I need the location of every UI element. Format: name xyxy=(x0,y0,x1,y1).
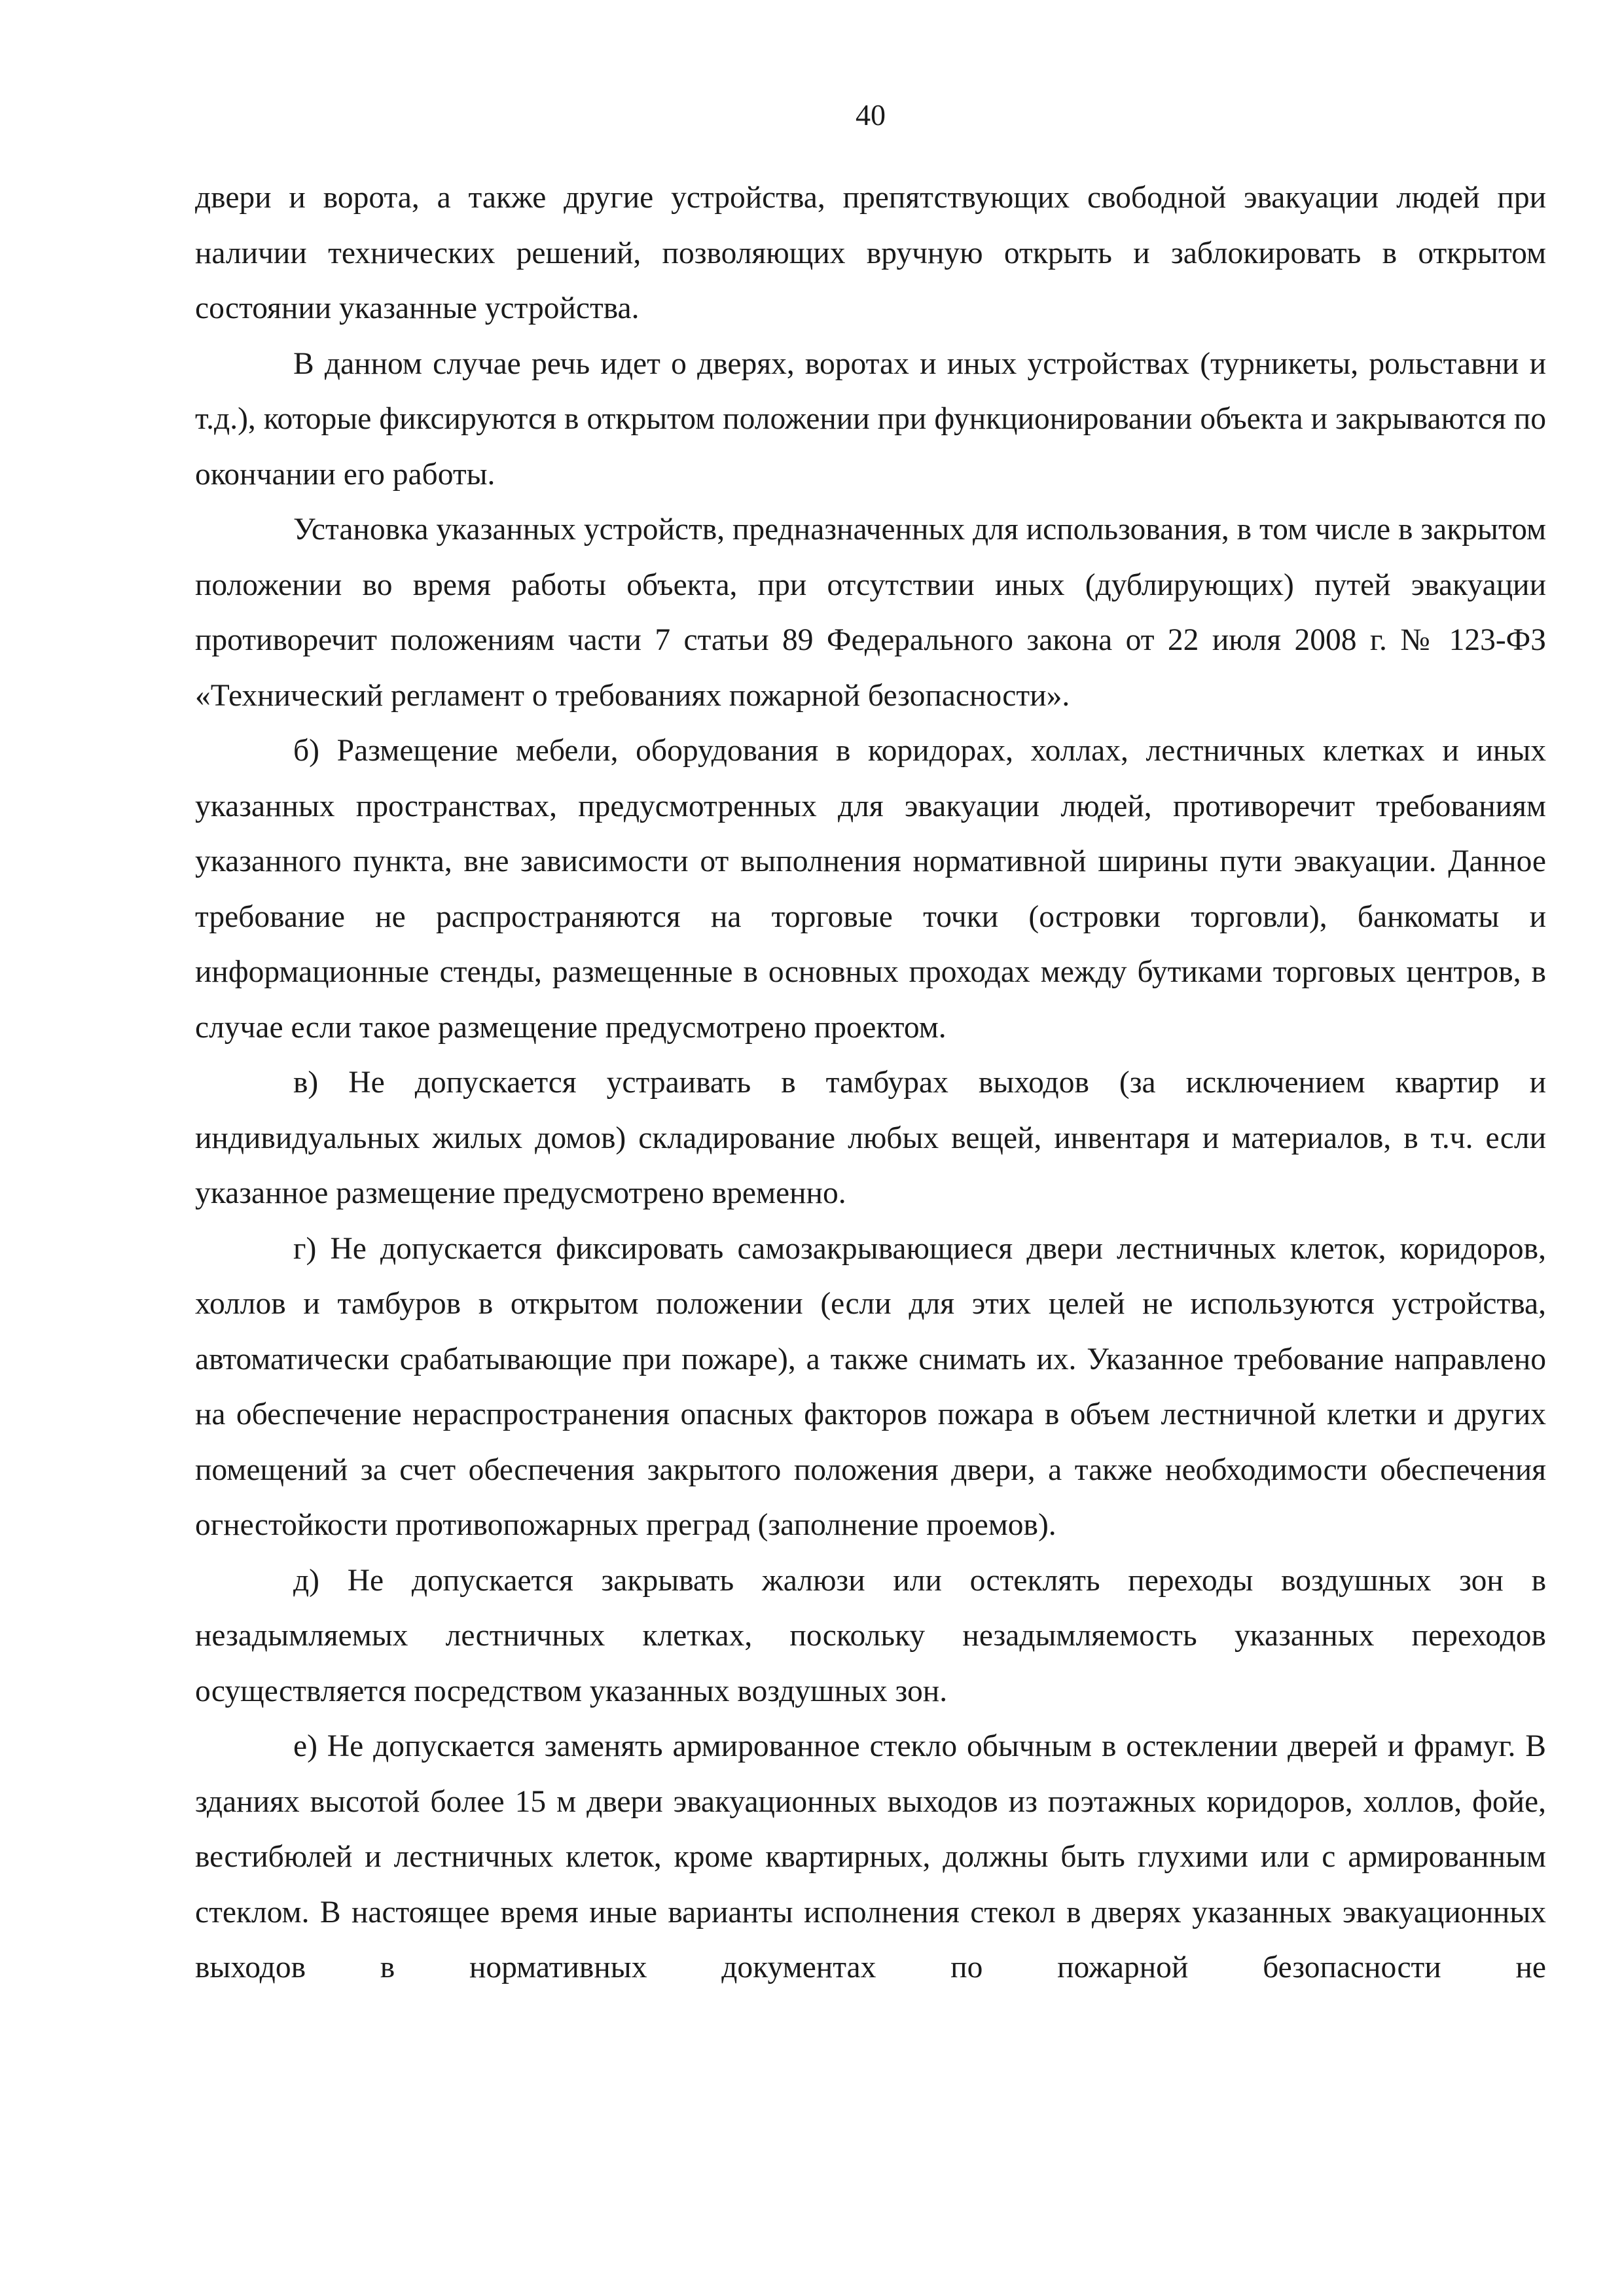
paragraph-item-e: е) Не допускается заменять армированное стекло обычным в остеклении дверей и фрамуг. В зданиях высотой более 15 м двери эвакуационных выходов из поэтажных коридоров, холлов, фойе, вестибюлей и лестничных клеток, кроме квартирных, должны быть глухими или с армированным стеклом. В настоящее время иные варианты исполнения стекол в дверях указанных эвакуационных выходов в нормативных документах по пожарной безопасности не xyxy=(195,1729,1546,1984)
paragraph-installation: Установка указанных устройств, предназначенных для использования, в том числе в закрытом положении во время работы объекта, при отсутствии иных (дублирующих) путей эвакуации противоречит положениям части 7 статьи 89 Федерального закона от 22 июля 2008 г. № 123-ФЗ «Технический регламент о требованиях пожарной безопасности». xyxy=(195,512,1546,713)
paragraph-item-d: д) Не допускается закрывать жалюзи или остеклять переходы воздушных зон в незадымляемых лестничных клетках, поскольку незадымляемость указанных переходов осуществляется посредством указанных воздушных зон. xyxy=(195,1563,1546,1708)
document-body xyxy=(195,170,1546,1996)
page-number: 40 xyxy=(856,98,886,132)
paragraph-item-g: г) Не допускается фиксировать самозакрывающиеся двери лестничных клеток, коридоров, холлов и тамбуров в открытом положении (если для этих целей не используются устройства, автоматически срабатывающие при пожаре), а также снимать их. Указанное требование направлено на обеспечение нераспространения опасных факторов пожара в объем лестничной клетки и других помещений за счет обеспечения закрытого положения двери, а также необходимости обеспечения огнестойкости противопожарных преград (заполнение проемов). xyxy=(195,1231,1546,1542)
paragraph-item-b: б) Размещение мебели, оборудования в коридорах, холлах, лестничных клетках и иных указанных пространствах, предусмотренных для эвакуации людей, противоречит требованиям указанного пункта, вне зависимости от выполнения нормативной ширины пути эвакуации. Данное требование не распространяются на торговые точки (островки торговли), банкоматы и информационные стенды, размещенные в основных проходах между бутиками торговых центров, в случае если такое размещение предусмотрено проектом. xyxy=(195,734,1546,1045)
paragraph-item-v: в) Не допускается устраивать в тамбурах выходов (за исключением квартир и индивидуальных жилых домов) складирование любых вещей, инвентаря и материалов, в т.ч. если указанное размещение предусмотрено временно. xyxy=(195,1066,1546,1210)
paragraph-continuation: двери и ворота, а также другие устройства, препятствующих свободной эвакуации людей при наличии технических решений, позволяющих вручную открыть и заблокировать в открытом состоянии указанные устройства. xyxy=(195,181,1546,325)
paragraph-turnstiles: В данном случае речь идет о дверях, воротах и иных устройствах (турникеты, рольставни и т.д.), которые фиксируются в открытом положении при функционировании объекта и закрываются по окончании его работы. xyxy=(195,346,1546,492)
